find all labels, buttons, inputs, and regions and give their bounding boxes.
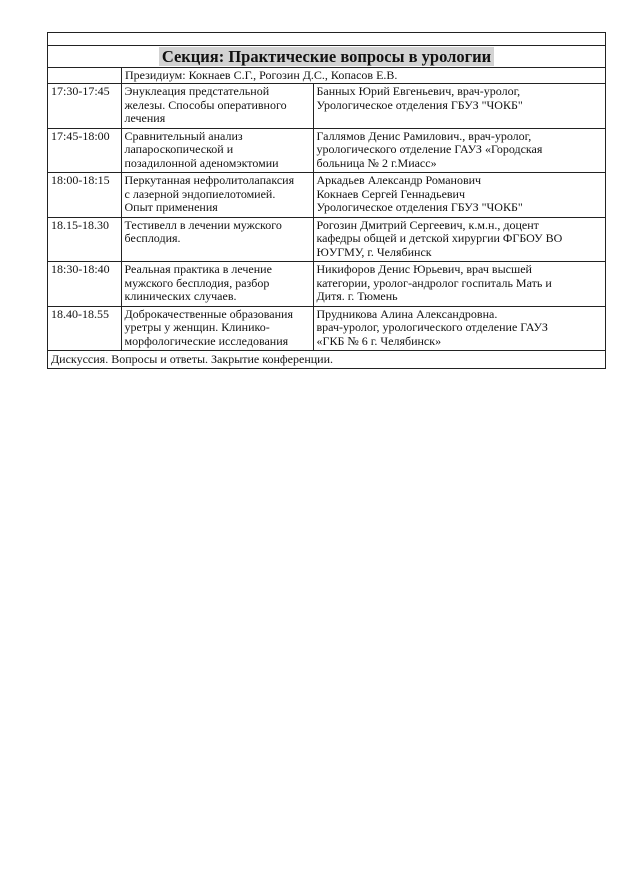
session-row <box>48 262 605 307</box>
session-speaker-line: Урологическое отделения ГБУЗ "ЧОКБ" <box>316 97 523 112</box>
session-topic-line: Опыт применения <box>124 200 218 214</box>
session-topic-line: позадилонной аденомэктомии <box>124 155 279 170</box>
session-topic-line: клинических случаев. <box>124 289 237 303</box>
presidium-text: Президиум: Кокнаев С.Г., Рогозин Д.С., Копасов Е.В. <box>125 68 398 82</box>
session-topic-line: Реальная практика в лечение <box>124 262 272 276</box>
session-speaker-line: кафедры общей и детской хирургии ФГБОУ ВО <box>316 231 563 245</box>
session-speaker <box>313 173 605 218</box>
program-table-body <box>48 84 605 351</box>
session-speaker-line: Урологическое отделения ГБУЗ "ЧОКБ" <box>316 200 523 214</box>
session-topic-line: с лазерной эндопиелотомией. <box>124 186 276 201</box>
session-row <box>48 217 605 262</box>
session-topic <box>121 306 313 351</box>
session-topic-line: Сравнительный анализ <box>124 128 243 143</box>
session-time: 17:45-18:00 <box>48 128 121 173</box>
section-title: Секция: Практические вопросы в урологии <box>159 47 494 66</box>
session-speaker-line: Банных Юрий Евгеньевич, врач-уролог, <box>316 84 521 98</box>
session-speaker-line: категории, уролог-андролог госпиталь Мать и <box>316 275 552 290</box>
session-row <box>48 173 605 218</box>
session-speaker <box>313 306 605 351</box>
session-topic-line: Тестивелл в лечении мужского <box>124 217 282 232</box>
session-topic-line: Перкутанная нефролитолапаксия <box>124 173 295 187</box>
session-topic <box>121 173 313 218</box>
session-time: 17:30-17:45 <box>48 84 121 128</box>
session-speaker-line: Никифоров Денис Юрьевич, врач высшей <box>316 262 532 276</box>
session-topic-line: мужского бесплодия, разбор <box>124 275 270 290</box>
session-row <box>48 84 605 128</box>
presidium-empty-cell <box>48 68 122 83</box>
header-spacer-row <box>48 33 605 46</box>
closing-note: Дискуссия. Вопросы и ответы. Закрытие конференции. <box>51 352 334 366</box>
session-speaker-line: Рогозин Дмитрий Сергеевич, к.м.н., доцент <box>316 217 539 232</box>
session-time: 18:30-18:40 <box>48 262 121 307</box>
section-title-row <box>48 46 605 68</box>
session-speaker-line: Галлямов Денис Рамилович., врач-уролог, <box>316 128 532 143</box>
session-time: 18.15-18.30 <box>48 217 121 262</box>
session-speaker <box>313 217 605 262</box>
session-speaker <box>313 84 605 128</box>
session-topic-line: лапароскопической и <box>124 142 234 156</box>
session-topic <box>121 262 313 307</box>
session-topic-line: уретры у женщин. Клинико- <box>124 320 270 334</box>
session-speaker-line: Аркадьев Александр Романович <box>316 173 482 187</box>
session-row <box>48 306 605 351</box>
session-speaker <box>313 262 605 307</box>
session-time: 18.40-18.55 <box>48 306 121 351</box>
session-topic-line: морфологические исследования <box>124 333 289 348</box>
presidium-row <box>48 68 605 84</box>
session-topic <box>121 217 313 262</box>
session-speaker-line: больница № 2 г.Миасс» <box>316 155 437 170</box>
session-speaker-line: ЮУГМУ, г. Челябинск <box>316 244 432 259</box>
session-topic-line: лечения <box>124 111 166 125</box>
session-topic-line: бесплодия. <box>124 231 181 245</box>
session-topic <box>121 84 313 128</box>
session-speaker-line: Кокнаев Сергей Геннадьевич <box>316 186 466 201</box>
session-time: 18:00-18:15 <box>48 173 121 218</box>
session-speaker-line: Прудникова Алина Александровна. <box>316 306 498 321</box>
session-topic-line: Доброкачественные образования <box>124 306 293 321</box>
session-speaker-line: врач-уролог, урологического отделение ГАУЗ <box>316 320 548 334</box>
session-speaker <box>313 128 605 173</box>
session-speaker-line: урологического отделение ГАУЗ «Городская <box>316 142 543 156</box>
session-speaker-line: «ГКБ № 6 г. Челябинск» <box>316 333 442 348</box>
session-topic <box>121 128 313 173</box>
program-table <box>48 84 605 351</box>
session-topic-line: железы. Способы оперативного <box>124 97 287 112</box>
session-speaker-line: Дитя. г. Тюмень <box>316 289 398 303</box>
program-sheet <box>47 32 606 369</box>
session-row <box>48 128 605 173</box>
session-topic-line: Энуклеация предстательной <box>124 84 270 98</box>
